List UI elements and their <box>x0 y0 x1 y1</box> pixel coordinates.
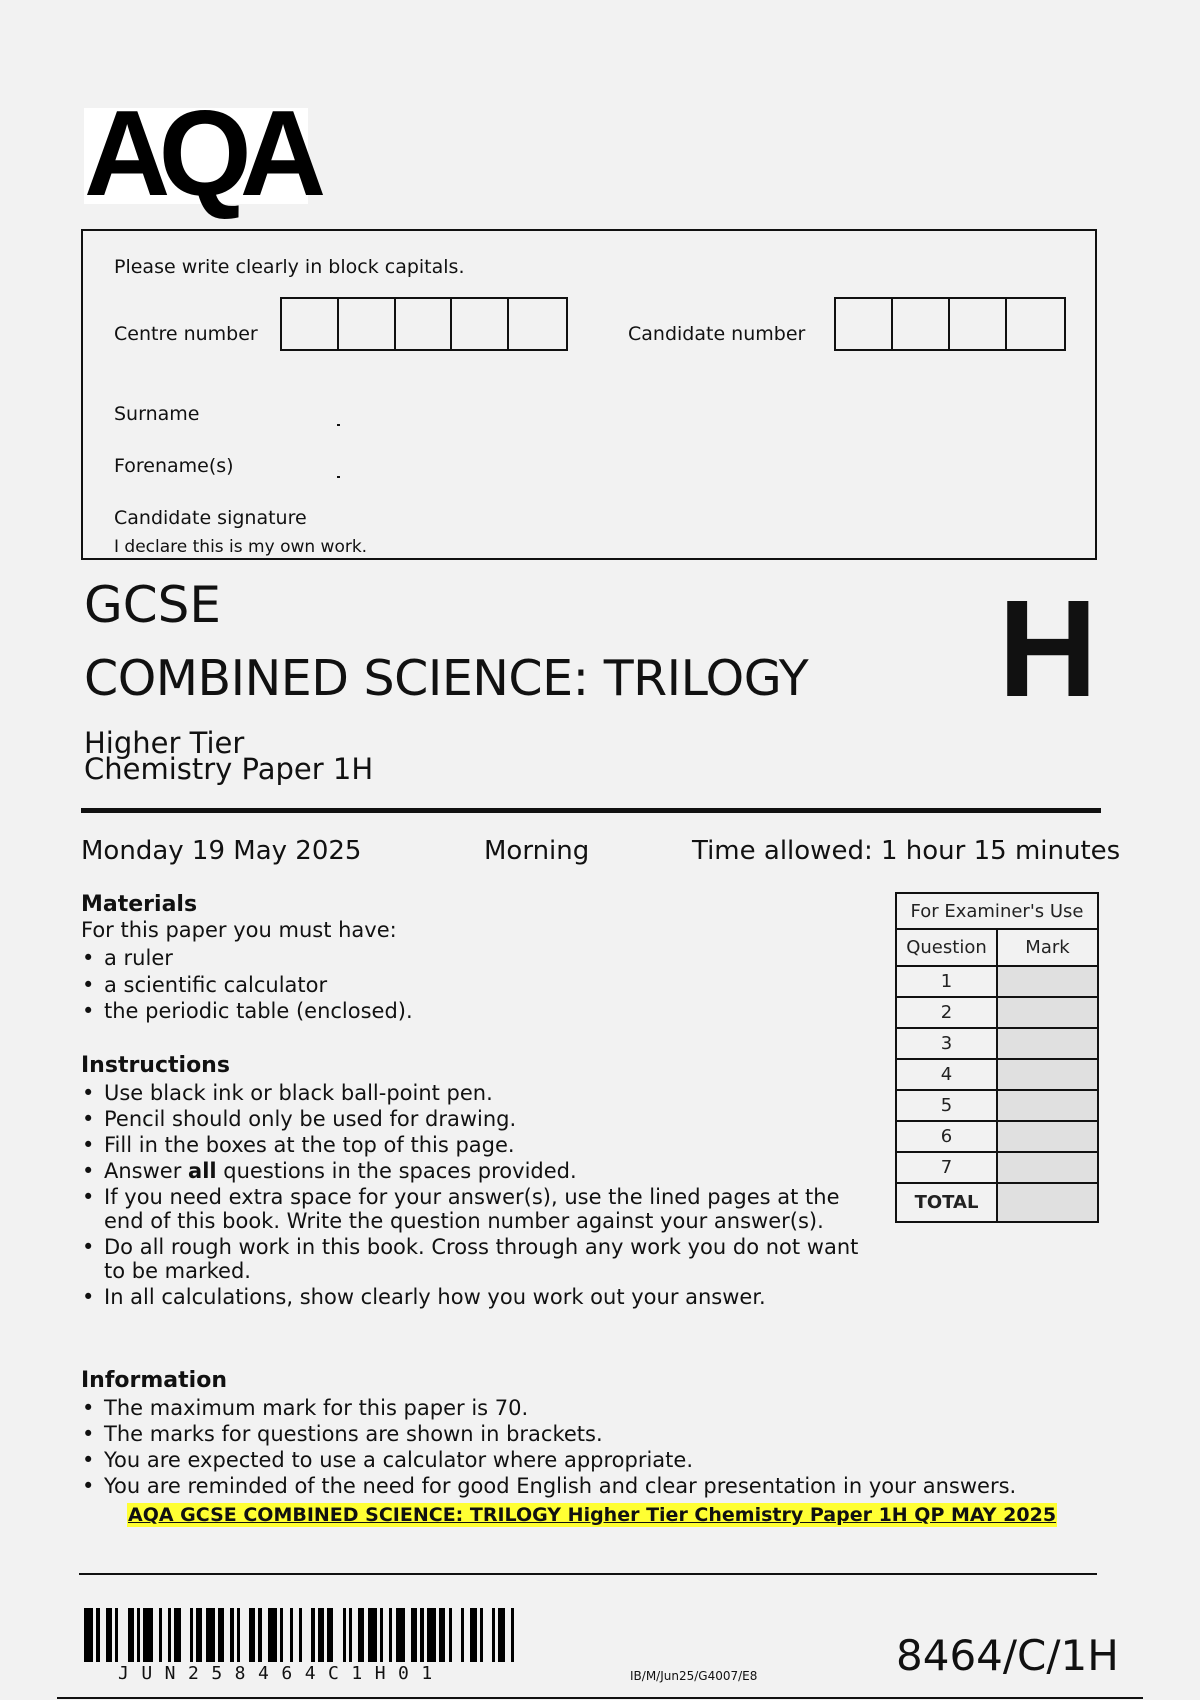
candidate-number-box[interactable] <box>836 299 893 349</box>
barcode-bar <box>302 1608 311 1662</box>
barcode-bar <box>396 1608 405 1662</box>
table-row <box>896 997 1098 1028</box>
materials-heading: Materials <box>81 892 198 917</box>
instruction-emphasis: all <box>188 1159 217 1183</box>
surname-label: Surname <box>114 403 200 425</box>
barcode-bar <box>514 1608 523 1662</box>
total-label: TOTAL <box>896 1183 997 1222</box>
barcode-bar <box>84 1608 93 1662</box>
barcode-bar <box>427 1608 436 1662</box>
centre-number-box[interactable] <box>509 299 566 349</box>
examiner-table-title: For Examiner's Use <box>896 893 1098 929</box>
mark-cell <box>997 1059 1098 1090</box>
barcode-bar <box>206 1608 215 1662</box>
highlighted-paper-title: AQA GCSE COMBINED SCIENCE: TRILOGY Higher Tier Chemistry Paper 1H QP MAY 2025 <box>128 1504 1057 1526</box>
forenames-label: Forename(s) <box>114 455 234 477</box>
list-item: • Use black ink or black ball-point pen. <box>81 1081 871 1105</box>
barcode-text: JUN258464C1H01 <box>118 1663 445 1684</box>
instructions-list <box>81 1081 871 1309</box>
materials-intro: For this paper you must have: <box>81 918 397 942</box>
question-number: 5 <box>896 1090 997 1121</box>
materials-list <box>81 946 861 1023</box>
mark-cell <box>997 1090 1098 1121</box>
list-item: • The marks for questions are shown in brackets. <box>81 1422 1131 1446</box>
list-item <box>81 1159 871 1183</box>
list-item: • You are expected to use a calculator where appropriate. <box>81 1448 1131 1472</box>
barcode-bar <box>118 1608 127 1662</box>
paper-title: Chemistry Paper 1H <box>84 752 374 786</box>
list-item: • Pencil should only be used for drawing. <box>81 1107 871 1131</box>
question-column-header: Question <box>896 929 997 966</box>
barcode-bar <box>143 1608 152 1662</box>
table-row <box>896 1059 1098 1090</box>
table-row <box>896 966 1098 997</box>
footer-divider <box>79 1573 1097 1575</box>
barcode-bar <box>483 1608 492 1662</box>
information-list <box>81 1396 1131 1498</box>
list-item: • Fill in the boxes at the top of this page. <box>81 1133 871 1157</box>
instruction-text: questions in the spaces provided. <box>216 1159 577 1183</box>
tier-title: Higher Tier <box>84 726 245 760</box>
list-item: • You are reminded of the need for good English and clear presentation in your answers. <box>81 1474 1131 1498</box>
list-item: • a scientific calculator <box>81 973 861 997</box>
declaration-text: I declare this is my own work. <box>114 537 368 557</box>
forenames-field[interactable] <box>337 476 340 478</box>
subject-title: COMBINED SCIENCE: TRILOGY <box>84 650 809 707</box>
barcode-bar <box>181 1608 190 1662</box>
surname-field[interactable] <box>337 424 340 426</box>
total-mark-cell <box>997 1183 1098 1222</box>
title-divider <box>81 808 1101 813</box>
question-number: 3 <box>896 1028 997 1059</box>
mark-cell <box>997 1028 1098 1059</box>
page-bottom-edge <box>57 1697 1143 1699</box>
exam-date: Monday 19 May 2025 <box>81 836 362 866</box>
mark-column-header: Mark <box>997 929 1098 966</box>
candidate-number-box[interactable] <box>950 299 1007 349</box>
list-item: • Do all rough work in this book. Cross through any work you do not want to be marked. <box>81 1235 871 1283</box>
centre-number-box[interactable] <box>452 299 509 349</box>
candidate-number-boxes[interactable] <box>834 297 1066 351</box>
list-item: • The maximum mark for this paper is 70. <box>81 1396 1131 1420</box>
question-number: 6 <box>896 1121 997 1152</box>
tier-letter: H <box>998 572 1098 726</box>
question-number: 1 <box>896 966 997 997</box>
block-capitals-prompt: Please write clearly in block capitals. <box>114 256 465 278</box>
table-row <box>896 1121 1098 1152</box>
reference-code: IB/M/Jun25/G4007/E8 <box>630 1669 758 1683</box>
centre-number-box[interactable] <box>396 299 453 349</box>
barcode-bar <box>333 1608 342 1662</box>
candidate-number-label: Candidate number <box>628 323 806 345</box>
exam-session: Morning <box>484 836 590 866</box>
barcode <box>84 1608 524 1662</box>
signature-label: Candidate signature <box>114 507 307 529</box>
aqa-logo: AQA <box>84 85 315 221</box>
list-item: • a ruler <box>81 946 861 970</box>
barcode-bar <box>268 1608 277 1662</box>
barcode-bar <box>240 1608 249 1662</box>
mark-cell <box>997 1152 1098 1183</box>
centre-number-label: Centre number <box>114 323 258 345</box>
instruction-text: Answer <box>104 1159 189 1183</box>
barcode-bar <box>368 1608 377 1662</box>
time-allowed: Time allowed: 1 hour 15 minutes <box>692 836 1121 866</box>
mark-cell <box>997 966 1098 997</box>
question-number: 2 <box>896 997 997 1028</box>
instructions-heading: Instructions <box>81 1053 230 1078</box>
qualification-title: GCSE <box>84 576 221 634</box>
mark-cell <box>997 997 1098 1028</box>
list-item: • In all calculations, show clearly how you work out your answer. <box>81 1285 871 1309</box>
candidate-number-box[interactable] <box>893 299 950 349</box>
examiner-use-table <box>895 892 1099 1223</box>
centre-number-boxes[interactable] <box>280 297 568 351</box>
question-number: 4 <box>896 1059 997 1090</box>
barcode-bar <box>452 1608 461 1662</box>
centre-number-box[interactable] <box>339 299 396 349</box>
paper-code: 8464/C/1H <box>896 1631 1119 1680</box>
list-item: • If you need extra space for your answer(s), use the lined pages at the end of this book. Write the question number against your answer(s). <box>81 1185 871 1233</box>
table-row <box>896 1152 1098 1183</box>
table-row <box>896 1183 1098 1222</box>
candidate-number-box[interactable] <box>1007 299 1064 349</box>
list-item: • the periodic table (enclosed). <box>81 999 861 1023</box>
question-number: 7 <box>896 1152 997 1183</box>
table-row <box>896 1090 1098 1121</box>
information-heading: Information <box>81 1368 227 1393</box>
mark-cell <box>997 1121 1098 1152</box>
table-row <box>896 1028 1098 1059</box>
centre-number-box[interactable] <box>282 299 339 349</box>
